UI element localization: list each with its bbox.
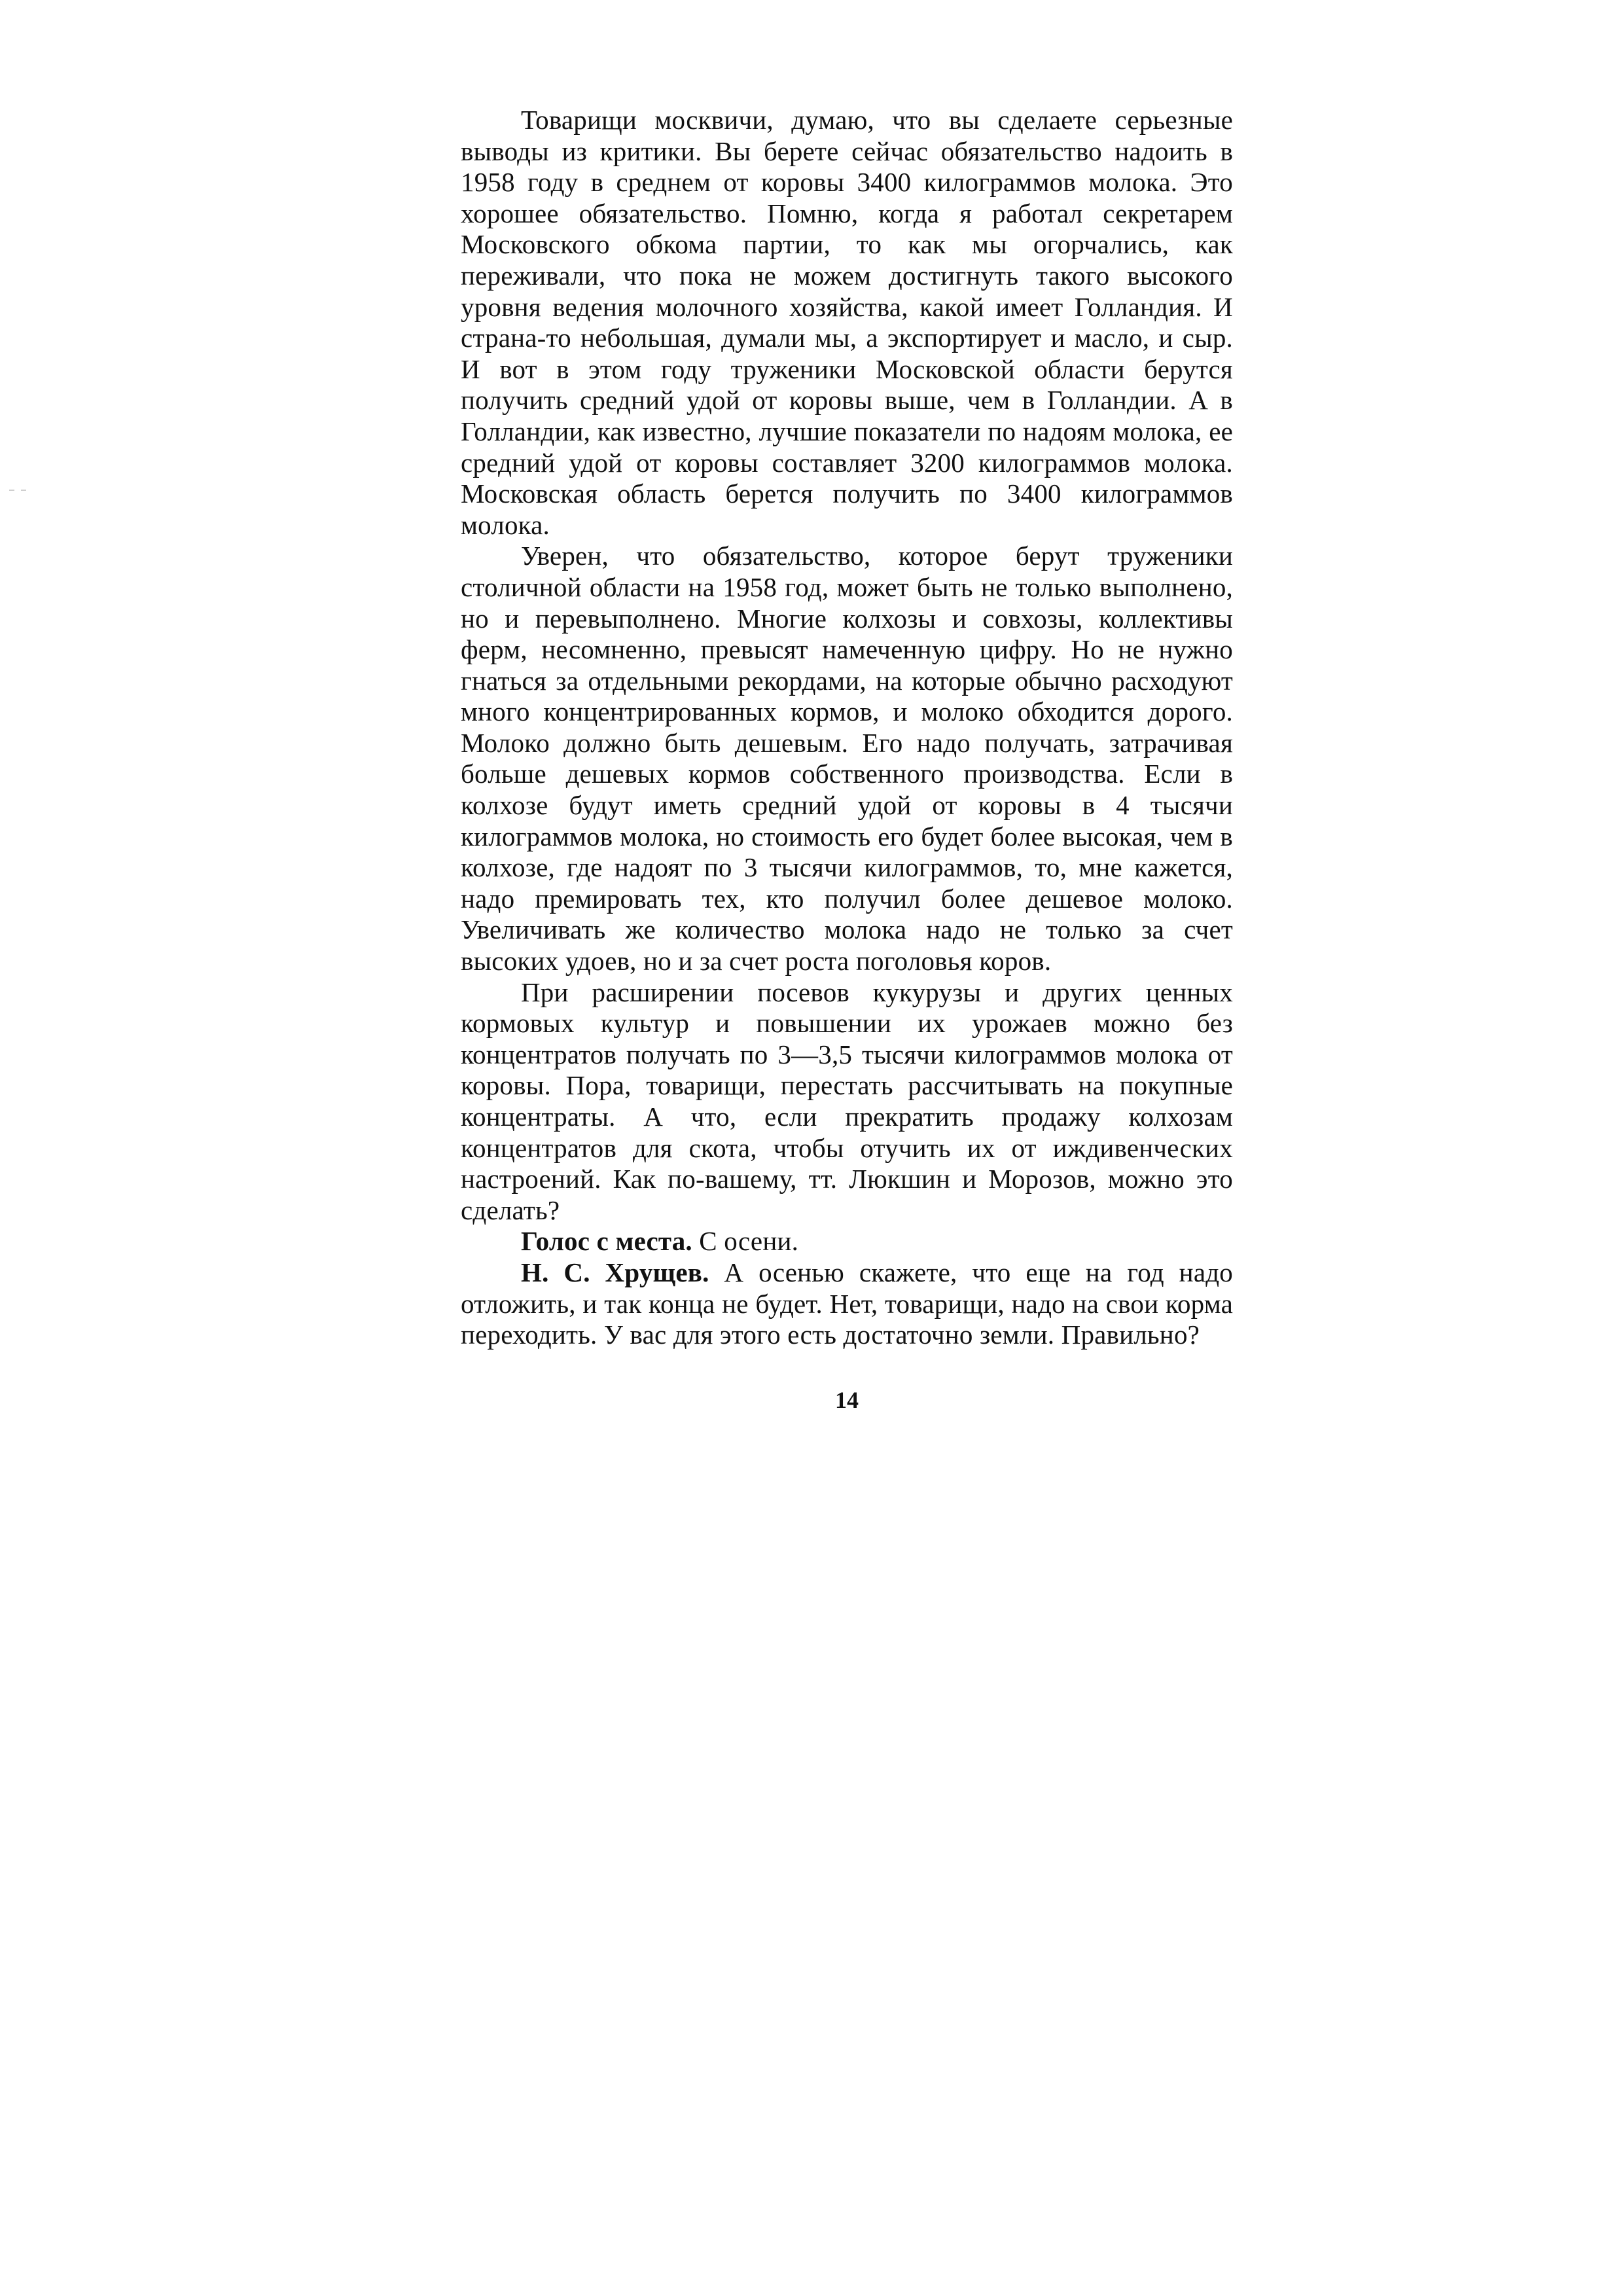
speaker-khrushchev: Н. С. Хрущев. bbox=[521, 1257, 709, 1287]
paragraph-2: Уверен, что обязательство, которое берут труженики столичной области на 1958 год, может быть не только выполнено, но и перевыполнено. Многие колхозы и совхозы, коллективы ферм, несомненно, превысят намеченную цифру. Но не нужно гнаться за отдельными рекордами, на которые обычно расходуют много концентрированных кормов, и молоко обходится дорого. Молоко должно быть дешевым. Его надо получать, затрачивая больше дешевых кормов собственного производства. Если в колхозе будут иметь средний удой от коровы в 4 тысячи килограммов молока, но стоимость его будет более высокая, чем в колхозе, где надоят по 3 тысячи килограммов, то, мне кажется, надо премировать тех, кто получил более дешевое молоко. Увеличивать же количество молока надо не только за счет высоких удоев, но и за счет роста поголовья коров. bbox=[461, 541, 1233, 977]
page-number-area bbox=[461, 0, 1233, 2296]
remark-voice-text: С осени. bbox=[692, 1226, 799, 1257]
page-number: 14 bbox=[835, 1387, 859, 1413]
scan-artifact bbox=[9, 482, 35, 485]
paragraph-3: При расширении посевов кукурузы и других ценных кормовых культур и повышении их урожаев можно без концентратов получать по 3—3,5 тысячи килограммов молока от коровы. Пора, товарищи, перестать рассчитывать на покупные концентраты. А что, если прекратить продажу колхозам концентратов для скота, чтобы отучить их от иждивенческих настроений. Как по-вашему, тт. Люкшин и Морозов, можно это сделать? bbox=[461, 977, 1233, 1225]
speaker-voice: Голос с места. bbox=[521, 1226, 692, 1257]
paragraph-1: Товарищи москвичи, думаю, что вы сделаете серьезные выводы из критики. Вы берете сейчас обязательство надоить в 1958 году в среднем от коровы 3400 килограммов молока. Это хорошее обязательство. Помню, когда я работал секретарем Московского обкома партии, то как мы огорчались, как переживали, что пока не можем достигнуть такого высокого уровня ведения молочного хозяйства, какой имеет Голландия. И страна-то небольшая, думали мы, а экспортирует и масло, и сыр. И вот в этом году труженики Московской области берутся получить средний удой от коровы выше, чем в Голландии. А в Голландии, как известно, лучшие показатели по надоям молока, ее средний удой от коровы составляет 3200 килограммов молока. Московская область берется получить по 3400 килограммов молока. bbox=[461, 105, 1233, 540]
remark-khrushchev-text: А осенью скажете, что еще на год надо отложить, и так конца не будет. Нет, товарищи, надо на свои корма переходить. У вас для этого есть достаточно земли. Правильно? bbox=[461, 1257, 1233, 1350]
